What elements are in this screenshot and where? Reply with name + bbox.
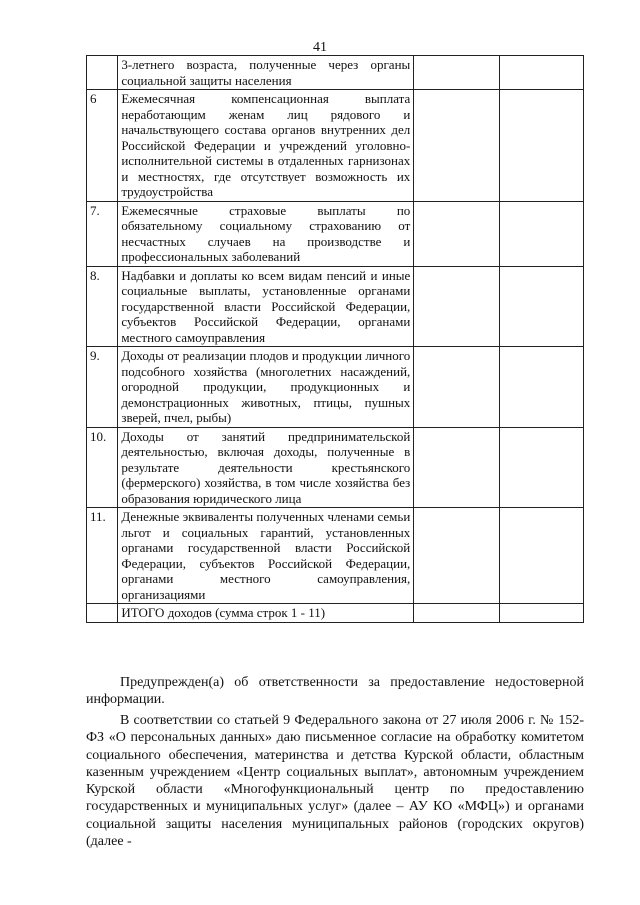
amount-cell [414, 347, 500, 428]
row-number: 9. [87, 347, 118, 428]
amount-cell [414, 427, 500, 508]
consent-text: В соответствии со статьей 9 Федерального закона от 27 июля 2006 г. № 152-ФЗ «О персональных данных» даю письменное согласие на обработку комитетом социального обеспечения, материнства и детства Курской области, областным казенным учреждением «Центр социальных выплат», автономным учреждением Курской области «Многофункциональный центр по предоставлению государственных и муниципальных услуг» (далее – АУ КО «МФЦ») и органами социальной защиты населения муниципальных районов (городских округов) (далее - [86, 713, 584, 850]
row-description: Денежные эквиваленты полученных членами семьи льгот и социальных гарантий, установленных органами государственной власти Российской Федерации, субъектов Российской Федерации, органами местного самоуправления, организациями [118, 508, 414, 604]
income-table [86, 55, 584, 623]
total-label: ИТОГО доходов (сумма строк 1 - 11) [118, 604, 414, 623]
notes-cell [500, 266, 584, 347]
warning-paragraph [86, 674, 584, 709]
table-row [87, 508, 584, 604]
notes-cell [500, 508, 584, 604]
table-row [87, 90, 584, 202]
amount-cell [414, 90, 500, 202]
amount-cell [414, 266, 500, 347]
table-row [87, 201, 584, 266]
row-number [87, 604, 118, 623]
warning-text: Предупрежден(а) об ответственности за предоставление недостоверной информации. [86, 675, 584, 708]
amount-cell [414, 56, 500, 90]
row-number: 7. [87, 201, 118, 266]
notes-cell [500, 427, 584, 508]
row-description: Ежемесячная компенсационная выплата неработающим женам лиц рядового и начальствующего состава органов внутренних дел Российской Федерации и учреждений уголовно-исполнительной системы в отдаленных гарнизонах и местностях, где отсутствует возможность их трудоустройства [118, 90, 414, 202]
table-row [87, 56, 584, 90]
amount-cell [414, 604, 500, 623]
row-description: Доходы от реализации плодов и продукции личного подсобного хозяйства (многолетних насаждений, огородной продукции, продукционных и демонстрационных животных, птицы, пушных зверей, пчел, рыбы) [118, 347, 414, 428]
row-description: Надбавки и доплаты ко всем видам пенсий и иные социальные выплаты, установленные органами государственной власти Российской Федерации, субъектов Российской Федерации, органами местного самоуправления [118, 266, 414, 347]
notes-cell [500, 604, 584, 623]
notes-cell [500, 201, 584, 266]
row-number: 8. [87, 266, 118, 347]
row-description: Ежемесячные страховые выплаты по обязательному социальному страхованию от несчастных случаев на производстве и профессиональных заболеваний [118, 201, 414, 266]
amount-cell [414, 201, 500, 266]
notes-cell [500, 347, 584, 428]
table-row [87, 347, 584, 428]
table-row-total [87, 604, 584, 623]
row-number [87, 56, 118, 90]
row-number: 11. [87, 508, 118, 604]
consent-paragraph [86, 712, 584, 850]
page-number: 41 [313, 40, 327, 55]
row-number: 10. [87, 427, 118, 508]
notes-cell [500, 90, 584, 202]
table-row [87, 427, 584, 508]
table-row [87, 266, 584, 347]
row-description: Доходы от занятий предпринимательской деятельностью, включая доходы, полученные в результате деятельности крестьянского (фермерского) хозяйства, в том числе хозяйства без образования юридического лица [118, 427, 414, 508]
notes-cell [500, 56, 584, 90]
row-number: 6 [87, 90, 118, 202]
amount-cell [414, 508, 500, 604]
row-description: 3-летнего возраста, полученные через органы социальной защиты населения [118, 56, 414, 90]
